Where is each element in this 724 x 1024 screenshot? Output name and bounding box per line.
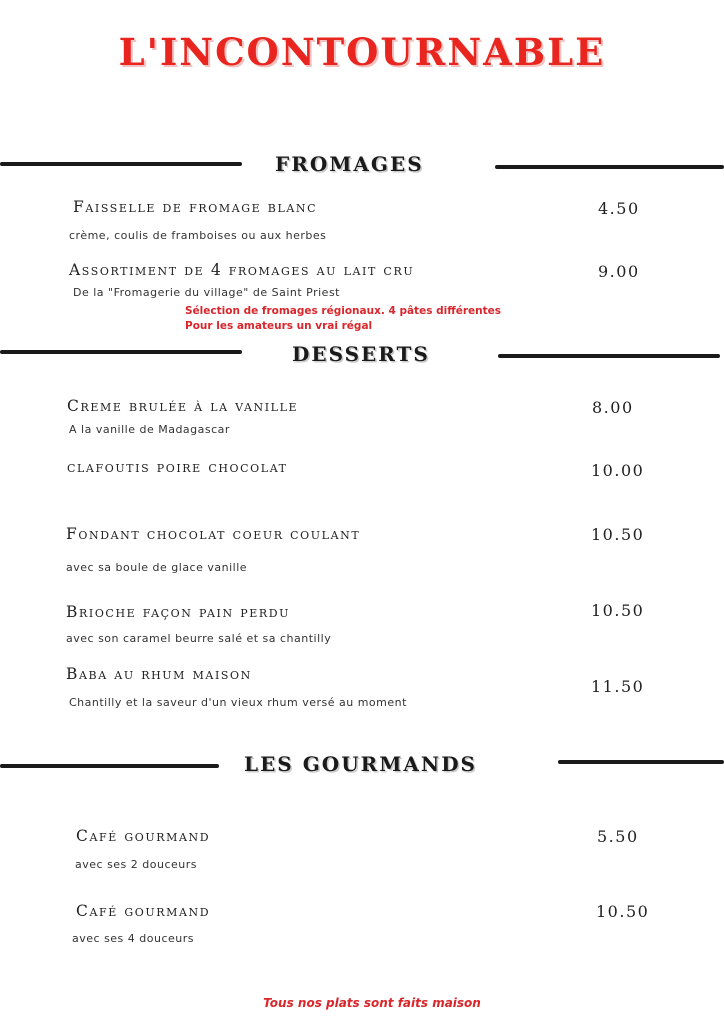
footer-note: Tous nos plats sont faits maison [263, 996, 481, 1010]
menu-item-price: 8.00 [592, 398, 634, 417]
menu-item-price: 10.50 [596, 902, 650, 921]
menu-item-description: avec ses 4 douceurs [72, 932, 195, 945]
menu-item-name: Brioche façon pain perdu [66, 603, 291, 621]
section-divider-right [558, 760, 724, 764]
menu-item-description: Chantilly et la saveur d'un vieux rhum versé au moment [69, 696, 407, 709]
section-heading-gourmands: LES GOURMANDS [244, 752, 478, 776]
menu-item-note: Pour les amateurs un vrai régal [185, 320, 373, 332]
menu-item-price: 10.50 [591, 601, 645, 620]
section-divider-left [0, 350, 242, 354]
section-divider-left [0, 764, 219, 768]
menu-item-name: Café gourmand [76, 902, 211, 920]
section-divider-right [498, 354, 720, 358]
menu-item-price: 9.00 [598, 262, 640, 281]
menu-item-price: 4.50 [598, 199, 640, 218]
menu-item-name: Creme brulée à la vanille [67, 397, 299, 415]
menu-item-name: Baba au rhum maison [66, 665, 252, 683]
menu-item-description: avec ses 2 douceurs [75, 858, 198, 871]
menu-item-price: 11.50 [591, 677, 645, 696]
menu-item-name: clafoutis poire chocolat [67, 458, 288, 476]
menu-item-price: 5.50 [597, 827, 639, 846]
menu-title: L'INCONTOURNABLE [118, 30, 606, 74]
menu-item-price: 10.00 [591, 461, 645, 480]
menu-item-name: Café gourmand [76, 827, 211, 845]
menu-item-name: Assortiment de 4 fromages au lait cru [69, 261, 415, 279]
section-divider-left [0, 162, 242, 166]
menu-item-note: Sélection de fromages régionaux. 4 pâtes différentes [185, 305, 502, 317]
menu-item-description: avec son caramel beurre salé et sa chantilly [66, 632, 332, 645]
menu-item-description: crème, coulis de framboises ou aux herbes [69, 229, 327, 242]
section-divider-right [495, 165, 724, 169]
section-heading-fromages: FROMAGES [275, 152, 424, 176]
menu-item-price: 10.50 [591, 525, 645, 544]
menu-item-description: A la vanille de Madagascar [69, 423, 230, 436]
menu-item-description: De la "Fromagerie du village" de Saint Priest [73, 286, 340, 299]
menu-item-name: Fondant chocolat coeur coulant [66, 525, 361, 543]
section-heading-desserts: DESSERTS [292, 342, 430, 366]
menu-item-description: avec sa boule de glace vanille [66, 561, 248, 574]
menu-item-name: Faisselle de fromage blanc [73, 198, 318, 216]
